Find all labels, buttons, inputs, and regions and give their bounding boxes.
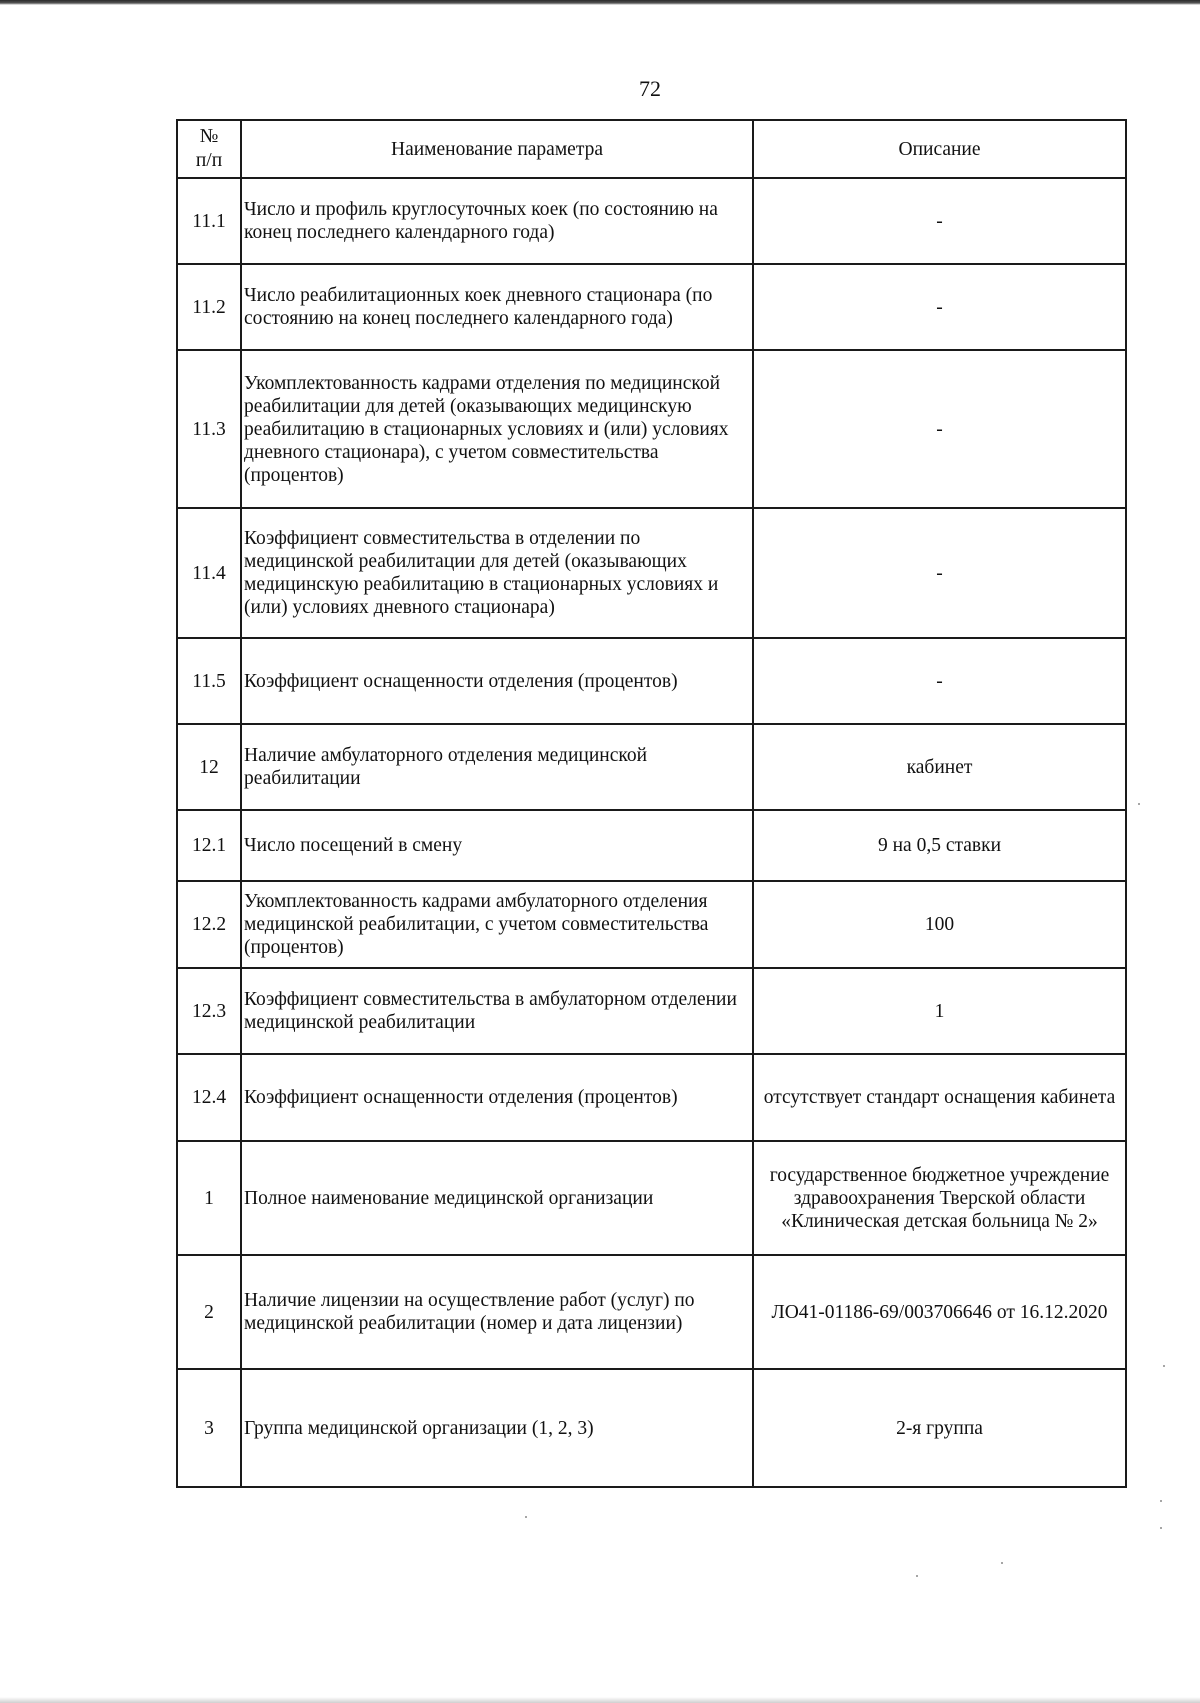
table-header-row: [177, 120, 1126, 178]
page-number: 72: [639, 76, 661, 101]
row-parameter: Укомплектованность кадрами амбулаторного отделения медицинской реабилитации, с учетом совместительства (процентов): [241, 881, 753, 968]
row-number: 11.5: [177, 638, 241, 724]
row-parameter: Коэффициент совместительства в отделении по медицинской реабилитации для детей (оказывающих медицинскую реабилитацию в стационарных условиях и (или) условиях дневного стационара): [241, 508, 753, 638]
row-number: 11.2: [177, 264, 241, 350]
row-description: государственное бюджетное учреждение здравоохранения Тверской области «Клиническая детская больница № 2»: [753, 1141, 1126, 1255]
header-number: [177, 120, 241, 178]
parameters-table: [176, 119, 1127, 1488]
row-number: 12: [177, 724, 241, 810]
table-row: [177, 638, 1126, 724]
row-parameter: Коэффициент совместительства в амбулаторном отделении медицинской реабилитации: [241, 968, 753, 1054]
row-parameter: Группа медицинской организации (1, 2, 3): [241, 1369, 753, 1487]
scan-speck: [1138, 803, 1140, 805]
row-number: 11.1: [177, 178, 241, 264]
row-number: 2: [177, 1255, 241, 1369]
table-row: [177, 1255, 1126, 1369]
row-number: 1: [177, 1141, 241, 1255]
scan-speck: [1163, 1365, 1165, 1367]
header-number-symbol: №: [199, 126, 219, 147]
table-row: [177, 178, 1126, 264]
row-description: -: [753, 350, 1126, 508]
row-description: кабинет: [753, 724, 1126, 810]
row-number: 12.1: [177, 810, 241, 881]
row-description: 100: [753, 881, 1126, 968]
row-parameter: Полное наименование медицинской организации: [241, 1141, 753, 1255]
table-row: [177, 810, 1126, 881]
row-description: 9 на 0,5 ставки: [753, 810, 1126, 881]
row-parameter: Наличие амбулаторного отделения медицинской реабилитации: [241, 724, 753, 810]
row-number: 11.4: [177, 508, 241, 638]
row-parameter: Число посещений в смену: [241, 810, 753, 881]
table-row: [177, 881, 1126, 968]
header-parameter-name: Наименование параметра: [241, 120, 753, 178]
row-number: 3: [177, 1369, 241, 1487]
row-description: 1: [753, 968, 1126, 1054]
row-parameter: Число и профиль круглосуточных коек (по состоянию на конец последнего календарного года): [241, 178, 753, 264]
row-number: 12.3: [177, 968, 241, 1054]
row-parameter: Наличие лицензии на осуществление работ (услуг) по медицинской реабилитации (номер и дата лицензии): [241, 1255, 753, 1369]
scan-speck: [1160, 1500, 1162, 1502]
row-parameter: Коэффициент оснащенности отделения (процентов): [241, 1054, 753, 1141]
row-parameter: Коэффициент оснащенности отделения (процентов): [241, 638, 753, 724]
row-description: -: [753, 264, 1126, 350]
row-parameter: Число реабилитационных коек дневного стационара (по состоянию на конец последнего календарного года): [241, 264, 753, 350]
table-row: [177, 724, 1126, 810]
row-description: -: [753, 178, 1126, 264]
row-description: -: [753, 638, 1126, 724]
row-description: ЛО41-01186-69/003706646 от 16.12.2020: [753, 1255, 1126, 1369]
table-row: [177, 508, 1126, 638]
table-row: [177, 968, 1126, 1054]
row-description: 2-я группа: [753, 1369, 1126, 1487]
row-number: 12.4: [177, 1054, 241, 1141]
scan-top-edge: [0, 0, 1200, 5]
table-row: [177, 1369, 1126, 1487]
row-number: 12.2: [177, 881, 241, 968]
table-row: [177, 1054, 1126, 1141]
header-number-abbrev: п/п: [195, 150, 223, 171]
scan-bottom-edge: [0, 1697, 1200, 1703]
row-description: -: [753, 508, 1126, 638]
row-description: отсутствует стандарт оснащения кабинета: [753, 1054, 1126, 1141]
scan-speck: [1160, 1527, 1162, 1529]
header-description: Описание: [753, 120, 1126, 178]
scan-speck: [1001, 1562, 1003, 1564]
row-number: 11.3: [177, 350, 241, 508]
table-row: [177, 350, 1126, 508]
scan-speck: [916, 1575, 918, 1577]
table-row: [177, 264, 1126, 350]
table-row: [177, 1141, 1126, 1255]
scan-speck: [525, 1516, 527, 1518]
row-parameter: Укомплектованность кадрами отделения по медицинской реабилитации для детей (оказывающих медицинскую реабилитацию в стационарных условиях и (или) условиях дневного стационара), с учетом совместительства (процентов): [241, 350, 753, 508]
